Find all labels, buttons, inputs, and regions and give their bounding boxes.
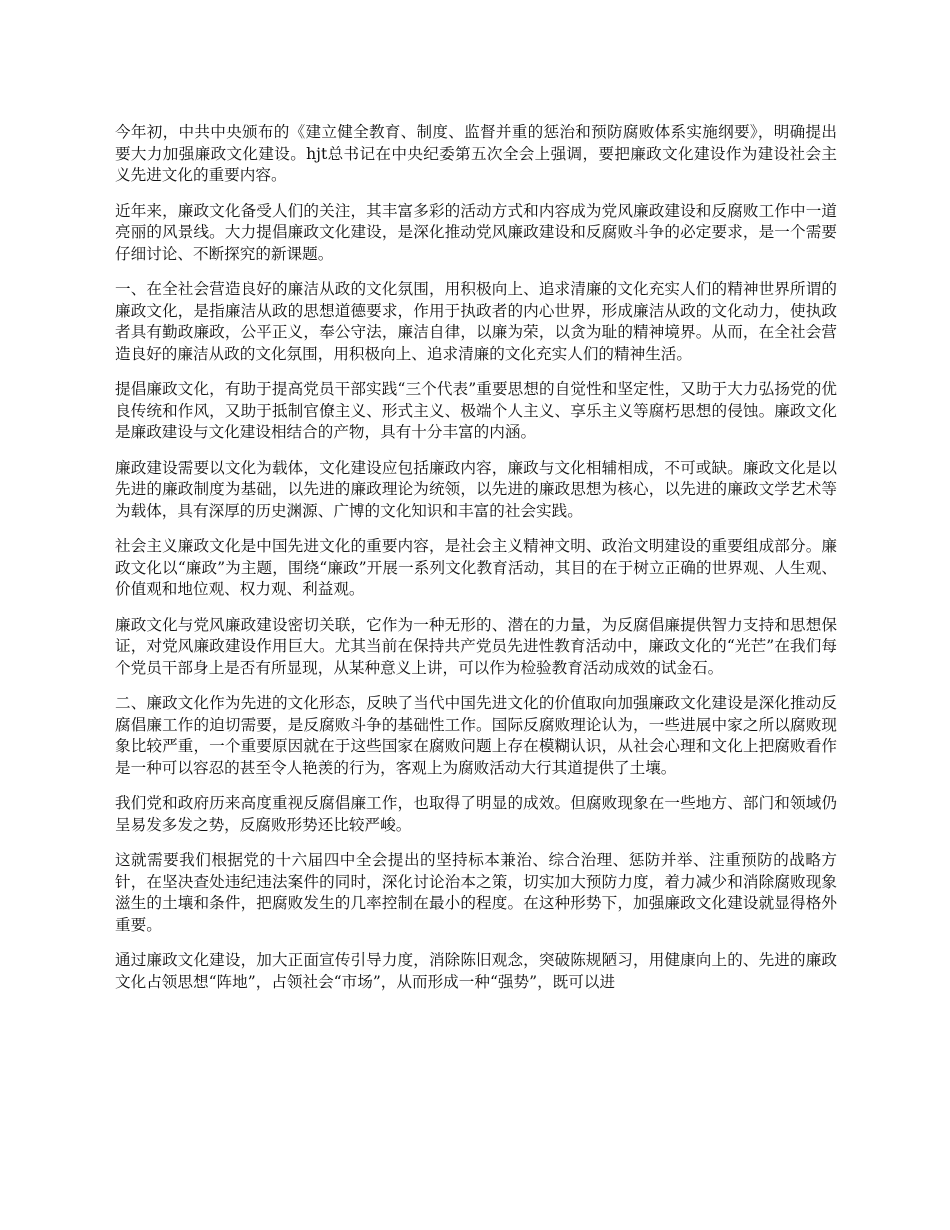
paragraph-6: 社会主义廉政文化是中国先进文化的重要内容，是社会主义精神文明、政治文明建设的重要组成部分。廉政文化以“廉政”为主题，围绕“廉政”开展一系列文化教育活动，其目的在于树立正确的世界观、人生观、价值观和地位观、权力观、利益观。 [115,537,837,598]
paragraph-1: 今年初，中共中央颁布的《建立健全教育、制度、监督并重的惩治和预防腐败体系实施纲要》，明确提出要大力加强廉政文化建设。hjt总书记在中央纪委第五次全会上强调，要把廉政文化建设作为建设社会主义先进文化的重要内容。 [115,123,837,184]
paragraph-7: 廉政文化与党风廉政建设密切关联，它作为一种无形的、潜在的力量，为反腐倡廉提供智力支持和思想保证，对党风廉政建设作用巨大。尤其当前在保持共产党员先进性教育活动中，廉政文化的“光芒”在我们每个党员干部身上是否有所显现，从某种意义上讲，可以作为检验教育活动成效的试金石。 [115,615,837,677]
paragraph-8: 二、廉政文化作为先进的文化形态，反映了当代中国先进文化的价值取向加强廉政文化建设是深化推动反腐倡廉工作的迫切需要，是反腐败斗争的基础性工作。国际反腐败理论认为，一些进展中家之所以腐败现象比较严重，一个重要原因就在于这些国家在腐败问题上存在模糊认识，从社会心理和文化上把腐败看作是一种可以容忍的甚至令人艳羡的行为，客观上为腐败活动大行其道提供了土壤。 [115,694,837,777]
paragraph-2: 近年来，廉政文化备受人们的关注，其丰富多彩的活动方式和内容成为党风廉政建设和反腐败工作中一道亮丽的风景线。大力提倡廉政文化建设，是深化推动党风廉政建设和反腐败斗争的必定要求，是一个需要仔细讨论、不断探究的新课题。 [115,201,837,263]
paragraph-3: 一、在全社会营造良好的廉洁从政的文化氛围，用积极向上、追求清廉的文化充实人们的精神世界所谓的廉政文化，是指廉洁从政的思想道德要求，作用于执政者的内心世界，形成廉洁从政的文化动力，使执政者具有勤政廉政，公平正义，奉公守法，廉洁自律，以廉为荣，以贪为耻的精神境界。从而，在全社会营造良好的廉洁从政的文化氛围，用积极向上、追求清廉的文化充实人们的精神生活。 [115,280,837,363]
paragraph-9: 我们党和政府历来高度重视反腐倡廉工作，也取得了明显的成效。但腐败现象在一些地方、部门和领域仍呈易发多发之势，反腐败形势还比较严峻。 [115,794,837,834]
paragraph-10: 这就需要我们根据党的十六届四中全会提出的坚持标本兼治、综合治理、惩防并举、注重预防的战略方针，在坚决查处违纪违法案件的同时，深化讨论治本之策，切实加大预防力度，着力减少和消除腐败现象滋生的土壤和条件，把腐败发生的几率控制在最小的程度。在这种形势下，加强廉政文化建设就显得格外重要。 [115,851,837,934]
paragraph-5: 廉政建设需要以文化为载体，文化建设应包括廉政内容，廉政与文化相辅相成，不可或缺。廉政文化是以先进的廉政制度为基础，以先进的廉政理论为统领，以先进的廉政思想为核心，以先进的廉政文学艺术等为载体，具有深厚的历史渊源、广博的文化知识和丰富的社会实践。 [115,458,837,520]
document-body [115,122,837,1007]
paragraph-11: 通过廉政文化建设，加大正面宣传引导力度，消除陈旧观念，突破陈规陋习，用健康向上的、先进的廉政文化占领思想“阵地”，占领社会“市场”，从而形成一种“强势”，既可以进 [115,951,837,991]
paragraph-4: 提倡廉政文化，有助于提高党员干部实践“三个代表”重要思想的自觉性和坚定性，又助于大力弘扬党的优良传统和作风，又助于抵制官僚主义、形式主义、极端个人主义、享乐主义等腐朽思想的侵蚀。廉政文化是廉政建设与文化建设相结合的产物，具有十分丰富的内涵。 [115,380,837,441]
